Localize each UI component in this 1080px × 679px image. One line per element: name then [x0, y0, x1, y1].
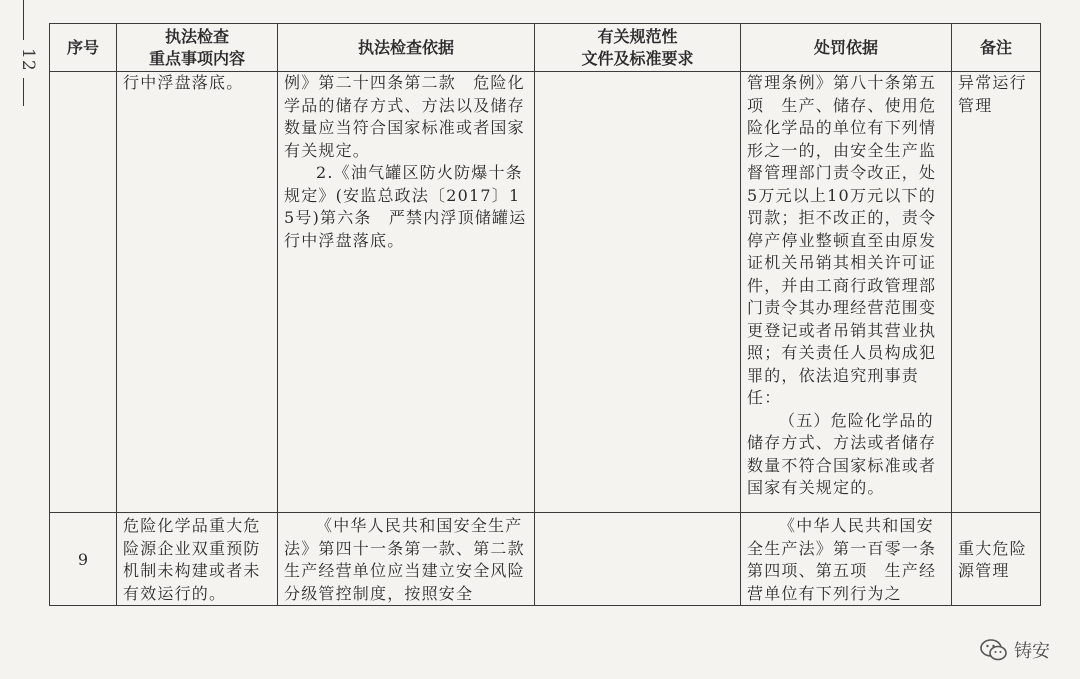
- header-penalty: 处罚依据: [741, 24, 952, 72]
- row-basis-paragraph: 《中华人民共和国安全生产法》第四十一条第一款、第二款 生产经营单位应当建立安全风险分级管控制度，按照安全: [284, 516, 543, 603]
- table-row: [50, 513, 1041, 606]
- row-number: [50, 72, 117, 513]
- row-penalty-paragraph: 《中华人民共和国安全生产法》第一百零一条第四项、第五项 生产经营单位有下列行为之: [747, 516, 937, 603]
- table-row: [50, 72, 1041, 513]
- row-penalty-paragraph: （五）危险化学品的储存方式、方法或者储存数量不符合国家标准或者国家有关规定的。: [747, 410, 937, 497]
- row-remark: 异常运行管理: [958, 73, 1027, 115]
- watermark-text: 铸安: [1014, 641, 1050, 662]
- header-basis: 执法检查依据: [278, 24, 535, 72]
- row-basis-cell: [278, 72, 535, 513]
- row-standards-cell: [535, 72, 741, 513]
- row-content: 行中浮盘落底。: [123, 73, 244, 92]
- header-remark: 备注: [952, 24, 1041, 72]
- row-content-cell: [117, 513, 278, 606]
- table-header-row: [50, 24, 1041, 72]
- row-basis-paragraph: 例》第二十四条第二款 危险化学品的储存方式、方法以及储存数量应当符合国家标准或者国家有关规定。: [284, 73, 525, 160]
- row-penalty-cell: [741, 513, 952, 606]
- row-penalty-paragraph: 管理条例》第八十条第五项 生产、储存、使用危险化学品的单位有下列情形之一的，由安全生产监督管理部门责令改正，处5万元以上10万元以下的罚款；拒不改正的，责令停产停业整顿直至由原发证机关吊销其相关许可证件，并由工商行政管理部门责令其办理经营范围变更登记或者吊销其营业执照；有关责任人员构成犯罪的，依法追究刑事责任：: [747, 73, 937, 407]
- page-number: 12: [18, 48, 38, 72]
- row-basis-paragraph: 2.《油气罐区防火防爆十条规定》(安监总政法〔2017〕15号)第六条 严禁内浮顶储罐运行中浮盘落底。: [284, 163, 527, 250]
- row-remark-cell: [952, 513, 1041, 606]
- row-standards-cell: [535, 513, 741, 606]
- row-remark: 重大危险源管理: [958, 538, 1027, 580]
- row-number: 9: [50, 513, 117, 606]
- enforcement-table: [49, 23, 1041, 606]
- header-standards-line1: 有关规范性: [597, 26, 678, 46]
- watermark: [980, 637, 1050, 663]
- row-penalty-cell: [741, 72, 952, 513]
- row-basis-cell: [278, 513, 543, 606]
- header-content-line1: 执法检查: [164, 26, 229, 46]
- header-content: [117, 24, 278, 72]
- row-remark-cell: [952, 72, 1041, 513]
- header-standards: [535, 24, 741, 72]
- header-standards-line2: 文件及标准要求: [581, 48, 694, 68]
- wechat-icon: [980, 639, 1008, 661]
- page-number-rule-top: [23, 0, 24, 40]
- page-number-rule-bottom: [23, 78, 24, 106]
- header-content-line2: 重点事项内容: [148, 48, 245, 68]
- header-no: 序号: [50, 24, 117, 72]
- row-content-cell: [117, 72, 278, 513]
- row-content: 危险化学品重大危险源企业双重预防机制未构建或者未有效运行的。: [123, 516, 261, 603]
